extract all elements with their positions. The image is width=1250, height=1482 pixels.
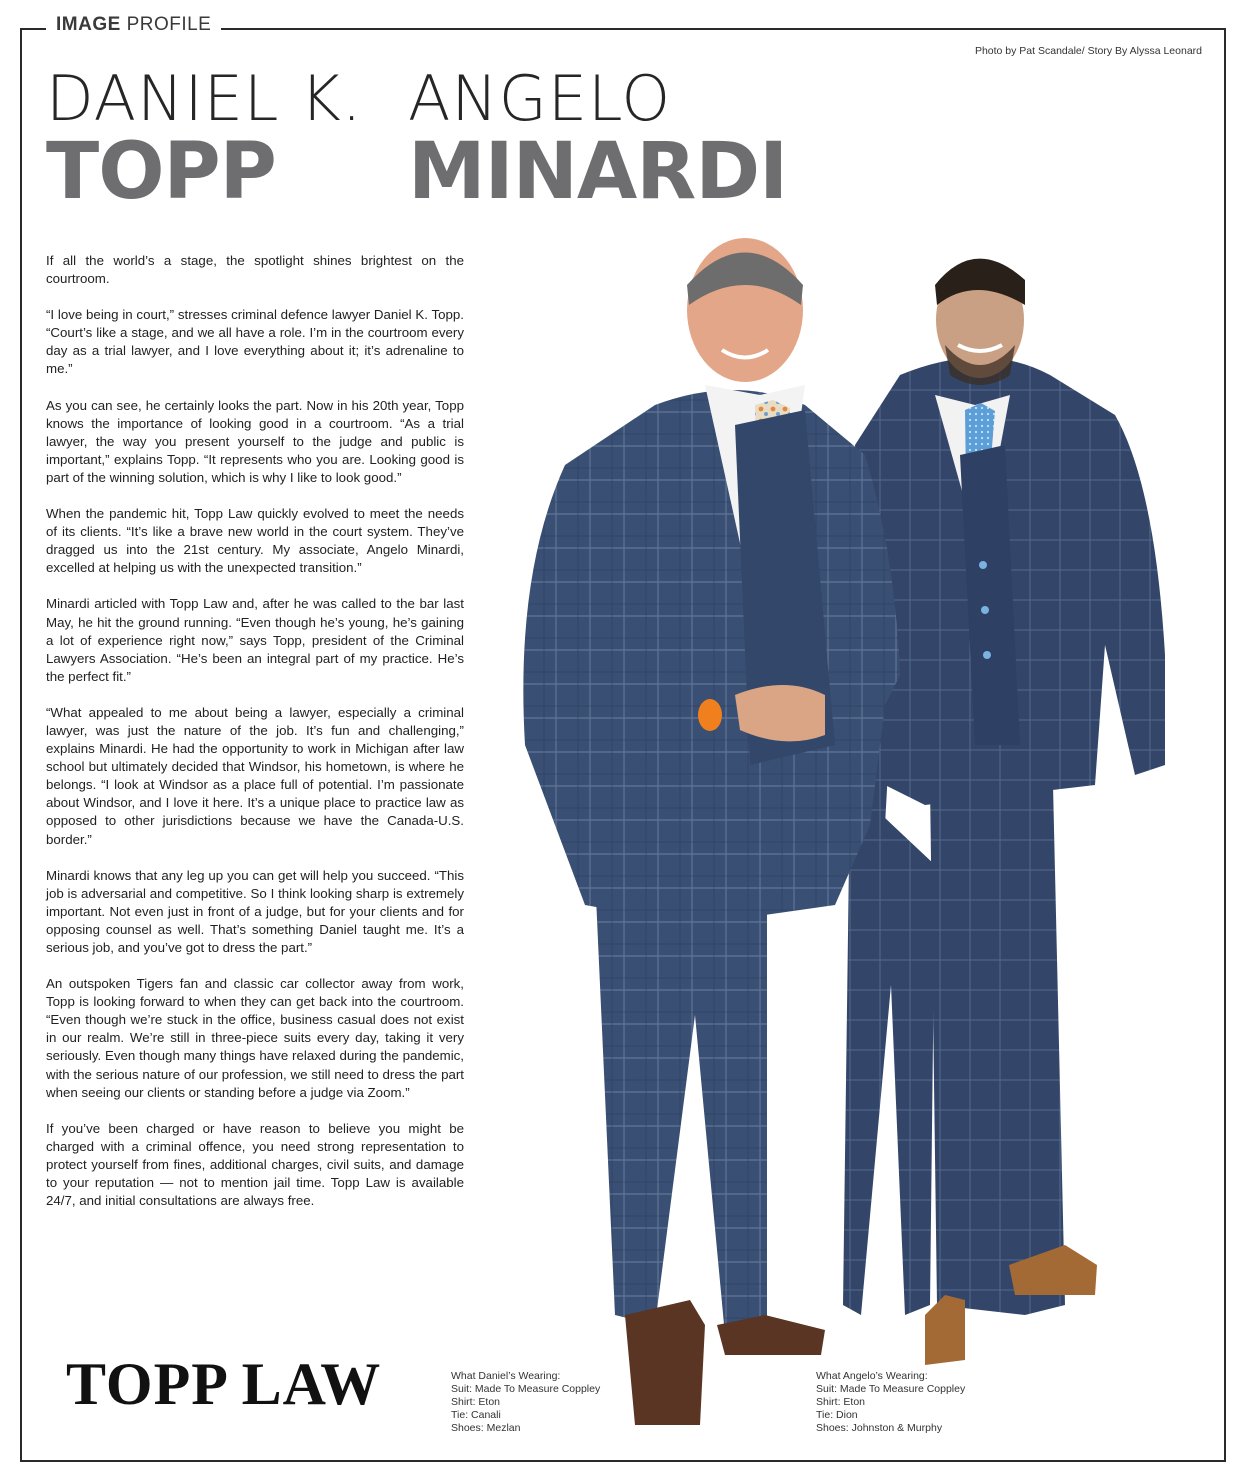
paragraph: As you can see, he certainly looks the part. Now in his 20th year, Topp knows the importance of looking good in a courtroom. “As a trial lawyer, the way you present yourself to the judge and public is important,” explains Topp. “It represents who you are. Looking good is part of the winning solution, which is why I like to look good.” — [46, 397, 464, 485]
wearing-shirt: Shirt: Eton — [451, 1396, 501, 1408]
article-body — [46, 252, 464, 1228]
last-name: TOPP — [46, 127, 276, 217]
photo-credit: Photo by Pat Scandale/ Story By Alyssa Leonard — [974, 45, 1202, 57]
paragraph: If all the world’s a stage, the spotlight shines brightest on the courtroom. — [46, 253, 464, 287]
paragraph: Minardi knows that any leg up you can get will help you succeed. “This job is adversarial and competitive. So I think looking sharp is extremely important. Not even just in front of a judge, but for your clients and for opposing counsel as well. That’s something Daniel taught me. It’s a serious job, and you’ve got to dress the part.” — [46, 867, 464, 955]
wearing-suit: Suit: Made To Measure Coppley — [451, 1383, 601, 1395]
name-angelo-minardi — [408, 62, 788, 217]
daniel-figure — [523, 238, 900, 1425]
wearing-heading: What Daniel’s Wearing: — [451, 1370, 561, 1382]
paragraph: If you’ve been charged or have reason to believe you might be charged with a criminal offence, you need strong representation to protect yourself from fines, additional charges, civil suits, and damage to your reputation — not to mention jail time. Topp Law is available 24/7, and initial consultations are always free. — [46, 1120, 464, 1209]
paragraph: An outspoken Tigers fan and classic car collector away from work, Topp is looking forward to when they can get back into the courtroom. “Even though we’re stuck in the office, business casual does not exist in our realm. We’re still in three-piece suits every day, taking it very seriously. Even though many things have relaxed during the pandemic, with the serious nature of our profession, we still need to dress the part when seeing our clients or standing before a judge via Zoom.” — [46, 976, 464, 1100]
paragraph: “What appealed to me about being a lawyer, especially a criminal lawyer, was just the nature of the job. It’s fun and challenging,” explains Minardi. He had the opportunity to work in Michigan after law school but ultimately decided that Windsor, his hometown, is where he belongs. “I look at Windsor as a place full of potential. I’m passionate about Windsor, and I love it here. It’s a unique place to practice law as opposed to other jurisdictions because we have the Canada-U.S. border.” — [46, 704, 464, 847]
wearing-suit: Suit: Made To Measure Coppley — [816, 1383, 966, 1395]
name-daniel-topp — [46, 62, 363, 217]
wearing-tie: Tie: Canali — [451, 1409, 501, 1421]
section-label: IMAGE PROFILE — [46, 14, 221, 36]
angelo-figure — [833, 259, 1166, 1365]
paragraph: “I love being in court,” stresses criminal defence lawyer Daniel K. Topp. “Court’s like a stage, and we all have a role. I’m in the courtroom every day as a trial lawyer, and I love everything about it; it’s adrenaline to me.” — [46, 307, 464, 377]
wearing-tie: Tie: Dion — [816, 1409, 858, 1421]
paragraph: When the pandemic hit, Topp Law quickly evolved to meet the needs of its clients. “It’s like a brave new world in the court system. They’ve dragged us into the 21st century. My associate, Angelo Minardi, excelled at helping us with the unexpected transition.” — [46, 506, 464, 576]
last-name: MINARDI — [408, 127, 788, 217]
angelo-wearing-credits — [816, 1370, 965, 1435]
wearing-shirt: Shirt: Eton — [816, 1396, 866, 1408]
topp-law-logo: TOPP LAW — [66, 1351, 382, 1417]
wearing-heading: What Angelo’s Wearing: — [816, 1370, 928, 1382]
paragraph: Minardi articled with Topp Law and, after he was called to the bar last May, he hit the ground running. “Even though he’s young, he’s gaining a lot of experience right now,” says Topp, president of the Criminal Lawyers Association. “He’s been an integral part of my practice. He’s the perfect fit.” — [46, 596, 464, 684]
wearing-shoes: Shoes: Mezlan — [451, 1422, 521, 1434]
first-name: ANGELO — [408, 62, 672, 135]
wearing-shoes: Shoes: Johnston & Murphy — [816, 1422, 943, 1434]
lawyers-photo — [505, 225, 1195, 1425]
first-name: DANIEL K. — [46, 62, 363, 135]
daniel-wearing-credits — [451, 1370, 600, 1435]
